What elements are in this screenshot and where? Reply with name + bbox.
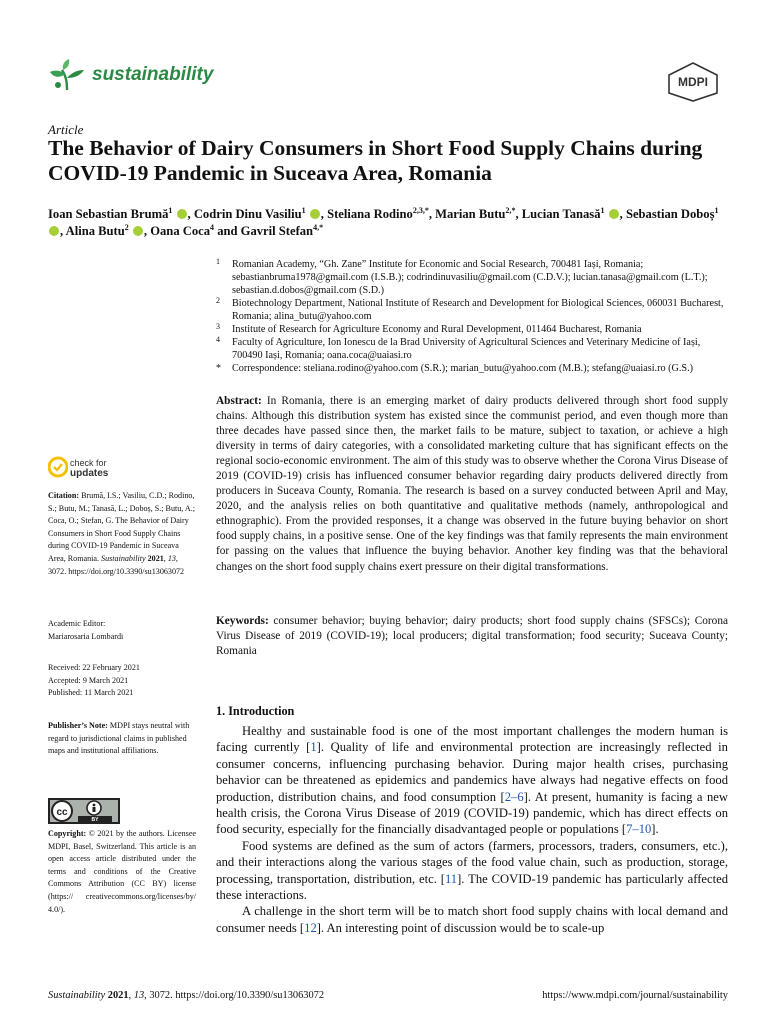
affiliation-number: 2 <box>216 296 220 305</box>
article-type: Article <box>48 122 84 137</box>
editor-name: Mariarosaria Lombardi <box>48 631 124 641</box>
editor-label: Academic Editor: <box>48 619 106 628</box>
footer-journal: Sustainability <box>48 990 106 1001</box>
copyright-block <box>48 828 196 916</box>
paragraph-1: Healthy and sustainable food is one of the most important challenges the modern human is facing currently [1]. Quality of life and environmental protection are increasingly reflected in consumer concerns, influencing purchasing behavior. During major health crises, purchasing behavior can be threatened as epidemics and pandemics have always had negative effects on food production, distribution chains, and food consumption [2–6]. At present, humanity is facing a new health crisis, the Corona Virus Disease of 2019 (COVID-19) pandemic, which has direct effects on food security, especially for the financially disadvantaged people or populations [7–10]. <box>216 724 728 837</box>
author-affiliation-marker: 4 <box>210 222 215 232</box>
copyright-label: Copyright: <box>48 829 87 838</box>
footer-doi[interactable]: , 3072. https://doi.org/10.3390/su13063072 <box>144 990 325 1001</box>
publisher-note <box>48 720 196 758</box>
accepted-date: Accepted: 9 March 2021 <box>48 675 129 685</box>
dates-block <box>48 662 196 700</box>
orcid-icon[interactable] <box>609 209 619 219</box>
orcid-icon[interactable] <box>49 226 59 236</box>
orcid-icon[interactable] <box>310 209 320 219</box>
footer-citation: Sustainability 2021, 13, 3072. https://doi.org/10.3390/su13063072 <box>48 990 325 1001</box>
abstract <box>216 394 728 575</box>
citation-text: Brumă, I.S.; Vasiliu, C.D.; Rodino, S.; Butu, M.; Tanasă, L.; Doboș, S.; Butu, A.; Coca, O.; Stefan, G. The Behavior of Dairy Consumers in Short Food Supply Chains during COVID-19 Pandemic in Suceava Area, Romania. <box>48 491 196 563</box>
author-affiliation-marker: 4,* <box>313 222 324 232</box>
author-affiliation-marker: 2,3,* <box>412 205 429 215</box>
author-name: Ioan Sebastian Brumă <box>48 207 169 221</box>
affiliation-item <box>216 297 728 323</box>
affiliation-item <box>216 336 728 362</box>
author-list: Ioan Sebastian Brumă$^1$ , Codrin Dinu Vasiliu$^1$ , Steliana Rodino$^{2,3,*}$, Marian Butu$^{2,*}$, Lucian Tanasă$^1$ , Sebastian Doboș$^1$ , Alina Butu$^2$ , Oana Coca$^4$ and Gavril Stefan$^{4,*}$ <box>48 205 719 238</box>
publisher-note-label: Publisher’s Note: <box>48 721 108 730</box>
citation-link[interactable]: 12 <box>304 920 317 935</box>
author-name: Lucian Tanasă <box>521 207 601 221</box>
affiliation-number: * <box>216 363 221 374</box>
author-name: Alina Butu <box>65 224 125 238</box>
affiliation-text: Institute of Research for Agriculture Economy and Rural Development, 011464 Bucharest, Romania <box>232 324 642 335</box>
section-heading-introduction: 1. Introduction <box>216 704 295 718</box>
citation-link[interactable]: 7–10 <box>626 822 652 837</box>
affiliation-text: Biotechnology Department, National Institute of Research and Development for Biological Sciences, 060031 Bucharest, Romania; alina_butu@yahoo.com <box>232 298 724 322</box>
affiliation-number: 1 <box>216 257 220 266</box>
copyright-text: © 2021 by the authors. Licensee MDPI, Basel, Switzerland. This article is an open access article distributed under the terms and conditions of the Creative Commons Attribution (CC BY) license (https:// creativecommons.org/licenses/by/ 4.0/). <box>48 829 197 914</box>
author-name: Steliana Rodino <box>327 207 413 221</box>
received-date: Received: 22 February 2021 <box>48 663 140 672</box>
paragraph-2: Food systems are defined as the sum of actors (farmers, processors, traders, consumers, etc.), and their interactions along the various stages of the food value chain, such as production, storage, processing, transportation, distribution, etc. [11]. The COVID-19 pandemic has particularly affected these interactions. <box>216 838 728 903</box>
mdpi-logo-icon <box>666 62 720 102</box>
paper-title: The Behavior of Dairy Consumers in Short Food Supply Chains during COVID-19 Pandemic in Suceava Area, Romania <box>48 136 703 185</box>
body-text <box>216 723 728 936</box>
footer-year: 2021 <box>107 990 129 1001</box>
check-for-updates-link[interactable] <box>70 458 108 479</box>
author-name: Codrin Dinu Vasiliu <box>193 207 302 221</box>
footer-journal-url[interactable]: https://www.mdpi.com/journal/sustainability <box>542 990 728 1001</box>
citation-journal: Sustainability <box>101 553 146 563</box>
published-date: Published: 11 March 2021 <box>48 688 134 698</box>
citation-link[interactable]: 2–6 <box>504 789 524 804</box>
mdpi-logo-text: MDPI <box>678 75 708 89</box>
citation-block: Citation: Brumă, I.S.; Vasiliu, C.D.; Rodino, S.; Butu, M.; Tanasă, L.; Doboș, S.; Butu, A.; Coca, O.; Stefan, G. The Behavior of Dairy Consumers in Short Food Supply Chains during COVID-19 Pandemic in Suceava Area, Romania. Sustainability 2021, 13, 3072. https://doi.org/10.3390/su13063072 <box>48 491 196 576</box>
author-name: Sebastian Doboș <box>625 207 715 221</box>
keywords-text: consumer behavior; buying behavior; dairy products; short food supply chains (SFSCs); Corona Virus Disease of 2019 (COVID-19); local producers; digital transformation; food security; Suceava County; Romania <box>216 615 728 658</box>
affiliation-number: 4 <box>216 335 220 344</box>
citation-volume: 13 <box>167 553 176 563</box>
author-affiliation-marker: 1 <box>714 205 719 215</box>
affiliations <box>216 258 728 375</box>
affiliation-item <box>216 258 728 297</box>
affiliation-text: Faculty of Agriculture, Ion Ionescu de la Brad University of Agricultural Sciences and Veterinary Medicine of Iași, 700490 Iași, Romania; oana.coca@uaiasi.ro <box>232 337 701 361</box>
orcid-icon[interactable] <box>177 209 187 219</box>
author-affiliation-marker: 1 <box>168 205 173 215</box>
svg-text:BY: BY <box>91 817 99 823</box>
sustainability-leaf-logo-icon <box>48 58 86 92</box>
citation-link[interactable]: 1 <box>310 740 317 755</box>
citation-link[interactable]: 11 <box>444 871 458 886</box>
affiliation-item <box>216 362 728 375</box>
author-affiliation-marker: 2 <box>124 222 129 232</box>
paragraph-3: A challenge in the short term will be to match short food supply chains with local demand and consumer needs [12]. An interesting point of discussion would be to scale-up <box>216 904 728 935</box>
check-for-updates-icon[interactable] <box>48 453 68 481</box>
author-name: Oana Coca <box>150 224 211 238</box>
check-for-updates-line1: check for <box>70 458 107 468</box>
publisher-note-text: MDPI stays neutral with regard to jurisdictional claims in published maps and institutional affiliations. <box>48 721 190 756</box>
footer-volume: 13 <box>133 990 145 1001</box>
orcid-icon[interactable] <box>133 226 143 236</box>
citation-label: Citation: <box>48 491 80 500</box>
affiliation-text: Romanian Academy, “Gh. Zane” Institute for Economic and Social Research, 700481 Iași, Romania; sebastianbruma1978@gmail.com (I.S.B.); codrindinuvasiliu@gmail.com (C.D.V.); lucian.tanasa@gmail.com (L.T.); sebastian.d.dobos@gmail.com (S.D.) <box>232 259 708 296</box>
abstract-label: Abstract: <box>216 395 262 407</box>
affiliation-text: Correspondence: steliana.rodino@yahoo.com (S.R.); marian_butu@yahoo.com (M.B.); stefang@uaiasi.ro (G.S.) <box>232 363 694 374</box>
check-for-updates-line2: updates <box>70 468 109 479</box>
citation-doi[interactable]: , 3072. https://doi.org/10.3390/su13063072 <box>48 553 185 576</box>
author-name: Gavril Stefan <box>240 224 314 238</box>
citation-year: 2021 <box>147 553 164 563</box>
academic-editor <box>48 618 196 643</box>
author-affiliation-marker: 1 <box>301 205 306 215</box>
svg-text:cc: cc <box>56 807 68 818</box>
abstract-text: In Romania, there is an emerging market of dairy products delivered through short food supply chains. Although this distribution system has existed since the communist period, and even though more than three decades have passed since then, the market fails to be mature, subject to taxation, or achieve a high diversity in terms of dairy categories, with a consolidated marketing culture that has significant effects on the regional socio-economic environment. The aim of this study was to observe whether the Corona Virus Disease of 2019 (COVID-19) crisis has influenced consumer behavior regarding dairy products delivered directly from producers in Suceava County, Romania. The research is based on a survey conducted between April and May, 2020, and the analysis relies on both quantitative and qualitative methods (namely, anthropological and ethnographic). From the provided responses, it a change was observed in the future buying behavior on short food supply chains, in a positive sense. One of the key findings was that family represents the main environment for passing on the values that influence the buying behavior. Another key finding was that the behavioral changes on the short food supply chains exert pressure on their digital transformations. <box>216 395 728 573</box>
keywords-label: Keywords: <box>216 615 269 627</box>
affiliation-item <box>216 323 728 336</box>
author-affiliation-marker: 2,* <box>505 205 516 215</box>
cc-by-license-icon[interactable] <box>48 798 120 824</box>
affiliation-number: 3 <box>216 322 220 331</box>
author-affiliation-marker: 1 <box>600 205 605 215</box>
keywords <box>216 614 728 659</box>
author-name: Marian Butu <box>435 207 506 221</box>
journal-name: sustainability <box>92 64 214 85</box>
